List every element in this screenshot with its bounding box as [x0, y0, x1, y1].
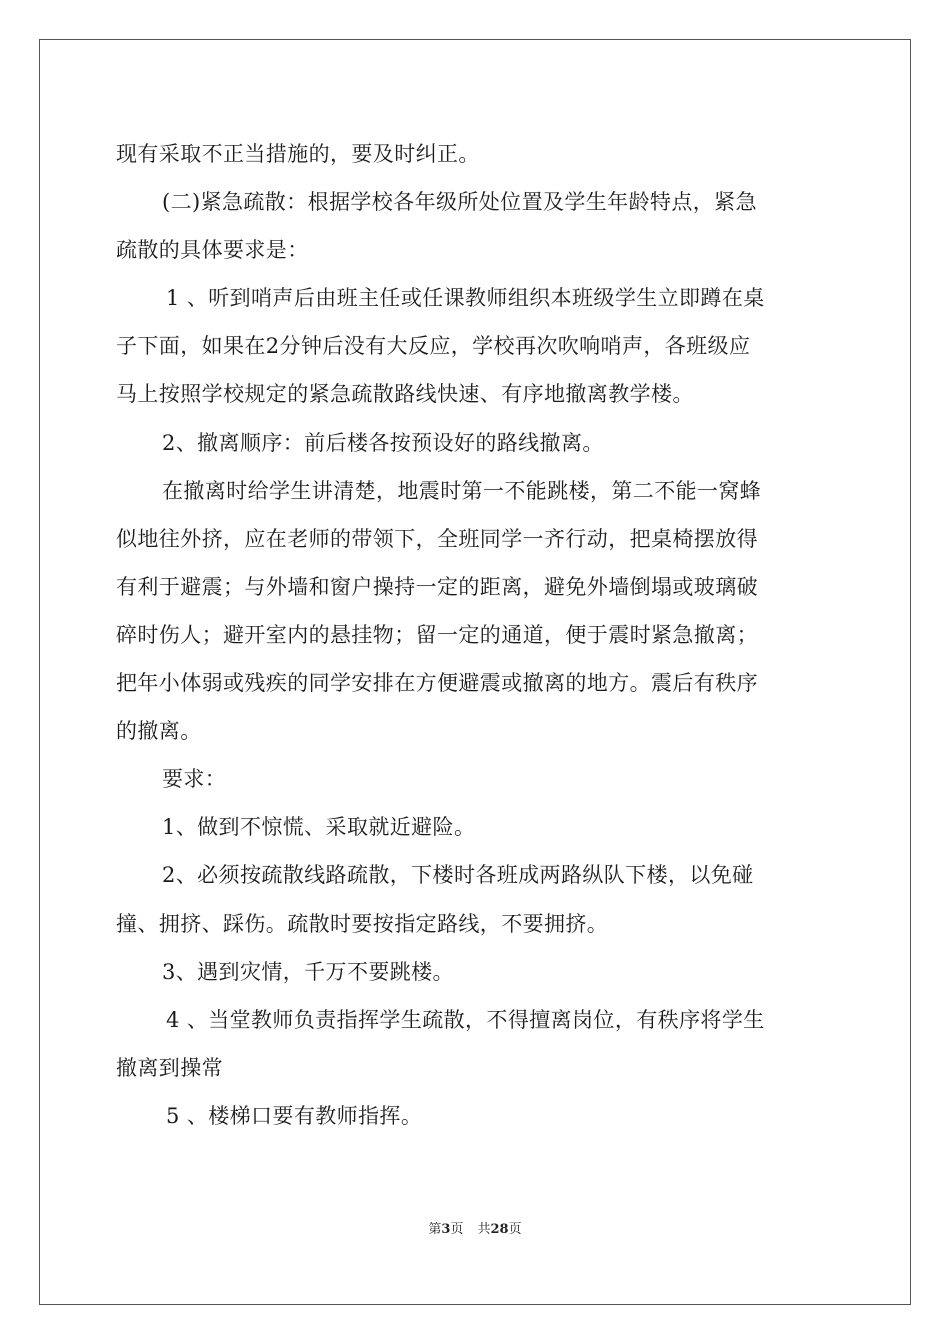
total-suffix: 页	[508, 1222, 522, 1237]
text-line: 5 、楼梯口要有教师指挥。	[166, 1103, 423, 1128]
text-line: 马上按照学校规定的紧急疏散路线快速、有序地撤离教学楼。	[116, 382, 694, 407]
text-line: 4 、当堂教师负责指挥学生疏散，不得擅离岗位，有秩序将学生	[166, 1007, 765, 1032]
text-line: 3、遇到灾情，千万不要跳楼。	[162, 959, 454, 984]
text-line: 碎时伤人；避开室内的悬挂物；留一定的通道，便于震时紧急撤离；	[116, 622, 758, 647]
document-body	[116, 130, 836, 1140]
text-line: 撞、拥挤、踩伤。疏散时要按指定路线，不要拥挤。	[116, 911, 609, 936]
page-prefix: 第	[428, 1222, 442, 1237]
page-suffix: 页	[450, 1222, 464, 1237]
text-line: 现有采取不正当措施的，要及时纠正。	[116, 142, 480, 166]
text-line: 的撤离。	[116, 719, 202, 744]
text-line: 子下面，如果在2分钟后没有大反应，学校再次吹响哨声，各班级应	[116, 334, 751, 359]
text-line: 在撤离时给学生讲清楚，地震时第一不能跳楼，第二不能一窝蜂	[162, 478, 762, 503]
total-prefix: 共	[477, 1222, 491, 1237]
text-line: 2、撤离顺序：前后楼各按预设好的路线撤离。	[162, 430, 604, 455]
text-line: 1 、听到哨声后由班主任或任课教师组织本班级学生立即蹲在桌	[166, 286, 765, 311]
total-pages: 28	[490, 1222, 509, 1237]
page-number: 3	[441, 1222, 451, 1237]
text-line: 2、必须按疏散线路疏散，下楼时各班成两路纵队下楼，以免碰	[162, 863, 754, 888]
page-footer	[0, 1218, 950, 1237]
text-line: 疏散的具体要求是：	[116, 238, 309, 263]
text-line: 有利于避震；与外墙和窗户操持一定的距离，避免外墙倒塌或玻璃破	[116, 574, 758, 599]
text-line: 把年小体弱或残疾的同学安排在方便避震或撤离的地方。震后有秩序	[116, 671, 758, 696]
text-line: 1、做到不惊慌、采取就近避险。	[162, 815, 476, 840]
text-line: 撤离到操常	[116, 1055, 223, 1080]
text-line: 似地往外挤，应在老师的带领下，全班同学一齐行动，把桌椅摆放得	[116, 526, 758, 551]
text-line: 要求：	[162, 767, 227, 792]
text-line: (二)紧急疏散：根据学校各年级所处位置及学生年龄特点，紧急	[162, 190, 757, 215]
